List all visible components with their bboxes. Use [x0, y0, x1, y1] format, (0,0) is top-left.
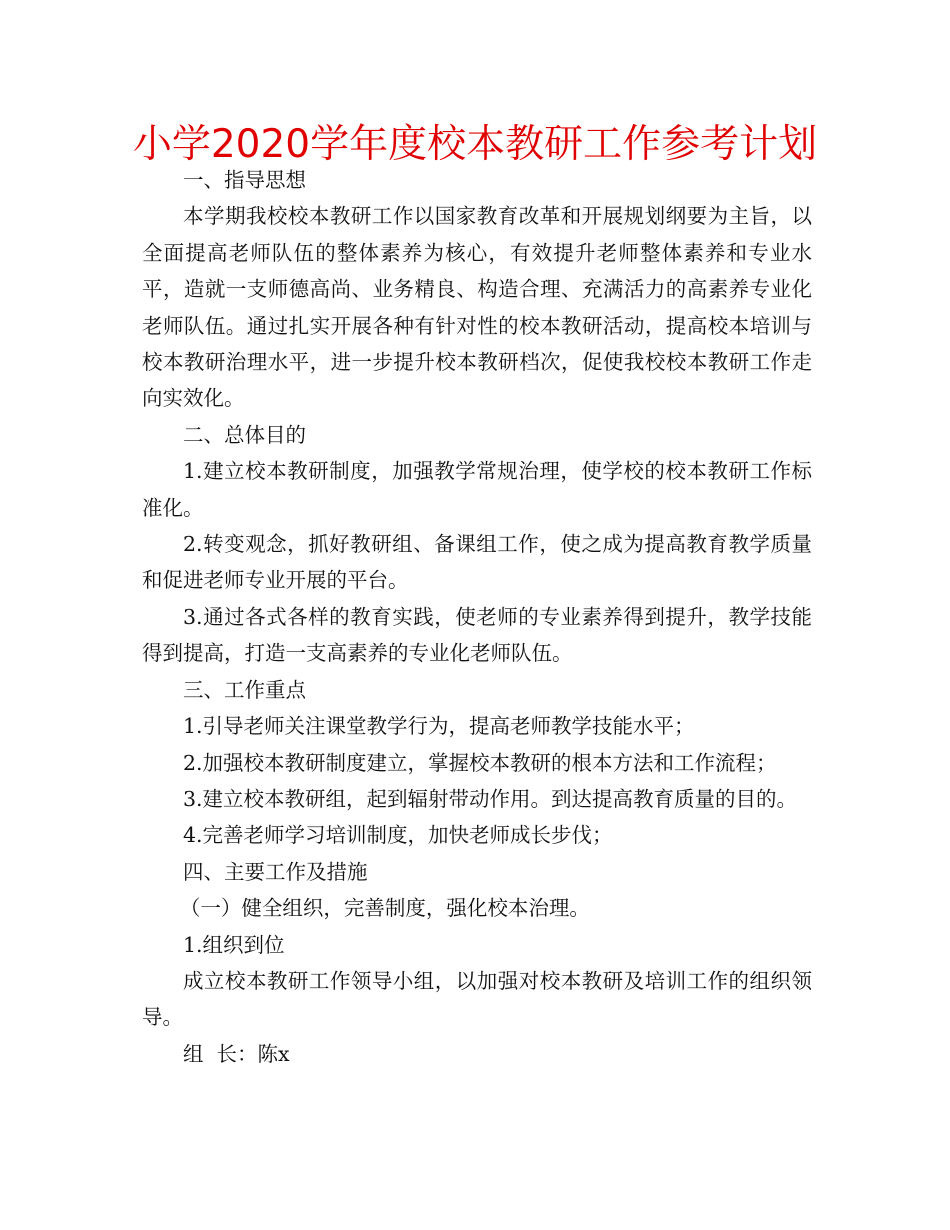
item-organization-in-place: 1.组织到位 [183, 932, 285, 957]
paragraph-leadership-group: 成立校本教研工作领导小组，以加强对校本教研及培训工作的组织领导。 [142, 968, 812, 1030]
focus-item-4: 4.完善老师学习培训制度，加快老师成长步伐； [183, 823, 613, 848]
goal-item-3: 3.通过各式各样的教育实践，使老师的专业素养得到提升，教学技能得到提高，打造一支高素养的专业化老师队伍。 [142, 604, 812, 666]
focus-item-3: 3.建立校本教研组，起到辐射带动作用。到达提高教育质量的目的。 [183, 786, 798, 811]
heading-main-work: 四、主要工作及措施 [183, 859, 368, 884]
document-title: 小学2020学年度校本教研工作参考计划 [132, 122, 818, 167]
focus-item-1: 1.引导老师关注课堂教学行为，提高老师教学技能水平； [183, 714, 695, 739]
group-leader-line: 组 长：陈x [183, 1041, 290, 1066]
subheading-organization: （一）健全组织，完善制度，强化校本治理。 [179, 896, 590, 921]
heading-guiding-ideology: 一、指导思想 [183, 168, 306, 192]
goal-item-1: 1.建立校本教研制度，加强教学常规治理，使学校的校本教研工作标准化。 [142, 459, 812, 520]
goal-item-2: 2.转变观念，抓好教研组、备课组工作，使之成为提高教育教学质量和促进老师专业开展的平台。 [142, 532, 812, 593]
document-body [142, 162, 812, 1072]
paragraph-guiding-ideology: 本学期我校校本教研工作以国家教育改革和开展规划纲要为主旨，以全面提高老师队伍的整体素养为核心，有效提升老师整体素养和专业水平，造就一支师德高尚、业务精良、构造合理、充满活力的高素养专业化老师队伍。通过扎实开展各种有针对性的校本教研活动，提高校本培训与校本教研治理水平，进一步提升校本教研档次，促使我校校本教研工作走向实效化。 [142, 204, 812, 411]
heading-overall-goals: 二、总体目的 [183, 422, 306, 447]
focus-item-2: 2.加强校本教研制度建立，掌握校本教研的根本方法和工作流程； [183, 750, 777, 775]
heading-work-focus: 三、工作重点 [183, 677, 306, 702]
